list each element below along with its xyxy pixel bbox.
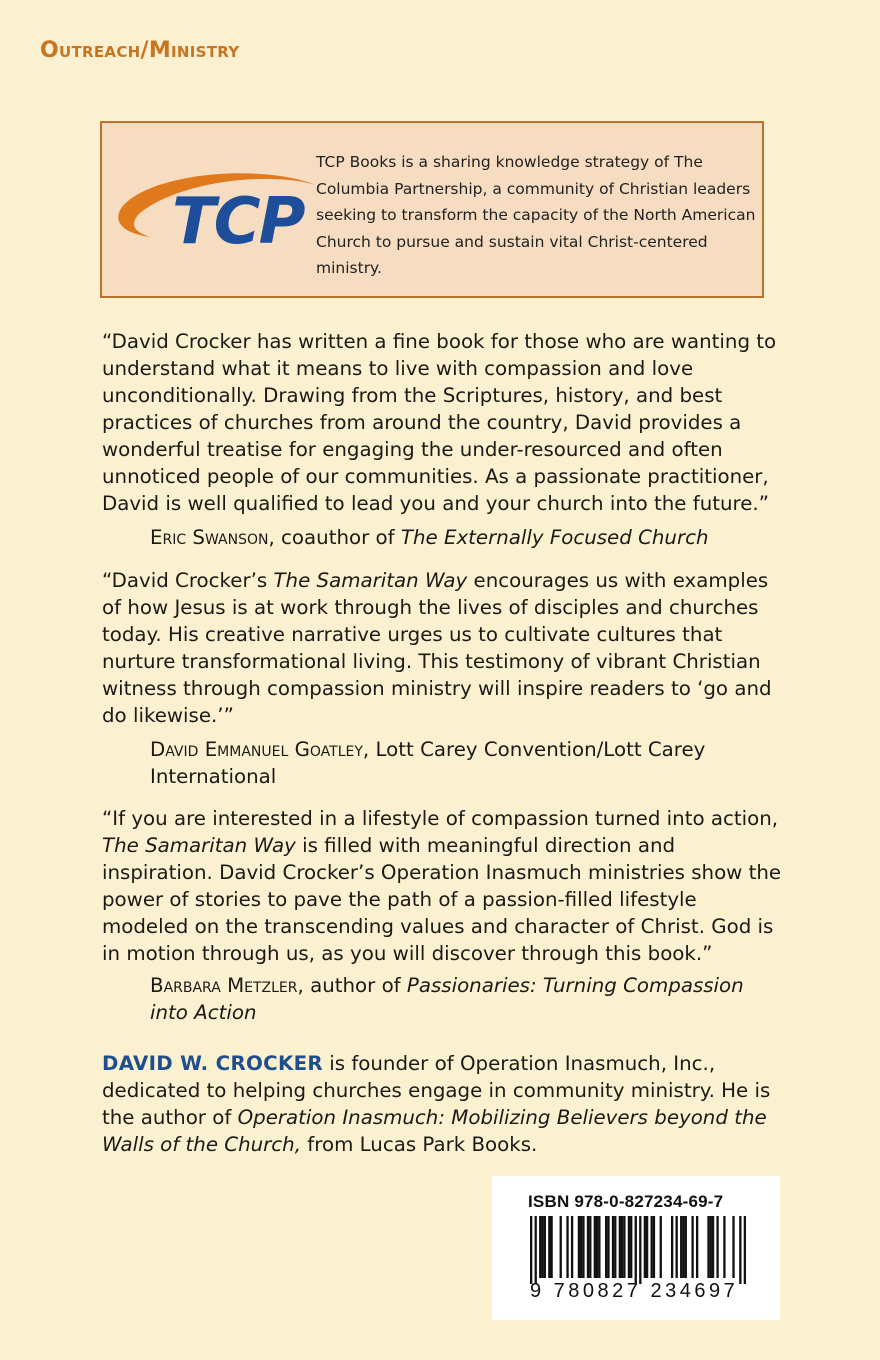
barcode-bar: [580, 1216, 582, 1278]
barcode-bar: [566, 1216, 568, 1278]
barcode-bar: [639, 1216, 641, 1284]
barcode-bar: [744, 1216, 746, 1284]
barcode-bar: [560, 1216, 562, 1278]
barcode-bar: [544, 1216, 546, 1278]
barcode-bar: [676, 1216, 678, 1278]
barcode-bar: [635, 1216, 637, 1284]
tcp-logo-text: TCP: [172, 185, 304, 257]
barcode-bar: [587, 1216, 589, 1278]
barcode-bar: [594, 1216, 596, 1278]
author-book-title: Operation Inasmuch: Mobilizing Believers beyond the Walls of the Church,: [102, 1106, 767, 1156]
barcode-bar: [712, 1216, 714, 1278]
barcode-bar: [691, 1216, 693, 1278]
barcode-bar: [696, 1216, 698, 1278]
barcode-bar: [614, 1216, 616, 1278]
category-label: Outreach/Ministry: [40, 38, 240, 63]
barcode-bar: [710, 1216, 712, 1278]
endorser-work: Passionaries: Turning Compassion into Action: [150, 974, 744, 1024]
barcode-bar: [598, 1216, 600, 1278]
barcode-bar: [651, 1216, 653, 1278]
barcode-bar: [630, 1216, 632, 1278]
endorser-role: , coauthor of: [268, 526, 401, 549]
barcode-bar: [607, 1216, 609, 1278]
barcode-bar: [680, 1216, 682, 1278]
author-name: DAVID W. CROCKER: [102, 1052, 323, 1075]
endorser-name: David Emmanuel Goatley: [150, 738, 363, 761]
endorser-work: The Externally Focused Church: [400, 526, 709, 549]
barcode-bar: [589, 1216, 591, 1278]
barcode-bar: [541, 1216, 543, 1278]
tcp-info-box: [100, 121, 764, 298]
barcode-bar: [578, 1216, 580, 1278]
isbn-barcode-box: [492, 1176, 780, 1320]
barcode-bar: [671, 1216, 673, 1278]
author-bio: DAVID W. CROCKER is founder of Operation Inasmuch, Inc., dedicated to helping churches engage in community ministry. He is the author of Operation Inasmuch: Mobilizing Believers beyond the Walls of the Church, from Lucas Park Books.: [102, 1052, 771, 1156]
endorser-name: Eric Swanson: [150, 526, 269, 549]
barcode-bar: [628, 1216, 630, 1278]
book-title: The Samaritan Way: [273, 569, 468, 592]
endorser-name: Barbara Metzler: [150, 974, 298, 997]
endorser-role: , Lott Carey Convention/Lott Carey International: [150, 738, 706, 788]
isbn-label: ISBN 978-0-827234-69-7: [528, 1192, 724, 1211]
barcode-bar: [605, 1216, 607, 1278]
barcode-bar: [571, 1216, 573, 1278]
barcode-bar: [653, 1216, 655, 1278]
barcode-bar: [621, 1216, 623, 1278]
barcode-bar: [550, 1216, 552, 1278]
endorsement-attribution: [150, 524, 770, 551]
barcode-bar: [530, 1216, 532, 1284]
endorsement-attribution: [150, 736, 770, 790]
barcode-bar: [682, 1216, 684, 1278]
barcode-bar: [548, 1216, 550, 1278]
barcode-bar: [646, 1216, 648, 1278]
endorsement-quote: “If you are interested in a lifestyle of compassion turned into action, The Samaritan Way is filled with meaningful direction and inspiration. David Crocker’s Operation Inasmuch ministries show the power of stories to pave the path of a passion-filled lifestyle modeled on the transcending values and character of Christ. God is in motion through us, as you will discover through this book.”: [102, 807, 782, 965]
endorsement-quote: “David Crocker has written a fine book for those who are wanting to understand what it means to live with compassion and love unconditionally. Drawing from the Scriptures, history, and best practices of churches from around the country, David provides a wonderful treatise for engaging the under-resourced and often unnoticed people of our communities. As a passionate practitioner, David is well qualified to lead you and your church into the future.”: [102, 330, 777, 515]
barcode-bar: [716, 1216, 718, 1278]
barcode-bar: [582, 1216, 584, 1278]
tcp-description: TCP Books is a sharing knowledge strategy of The Columbia Partnership, a community of Christian leaders seeking to transform the capacity of the North American Church to pursue and sustain vital Christ-centered ministry.: [316, 153, 756, 277]
barcode-bar: [739, 1216, 741, 1284]
barcode-bar: [723, 1216, 725, 1278]
endorser-role: , author of: [297, 974, 407, 997]
book-title: The Samaritan Way: [102, 834, 296, 857]
barcode-bar: [623, 1216, 625, 1278]
tcp-logo: [110, 167, 320, 257]
barcode-bar: [619, 1216, 621, 1278]
barcode-bar: [644, 1216, 646, 1278]
endorsement-attribution: [150, 972, 770, 1026]
barcode-bar: [612, 1216, 614, 1278]
barcode-bar: [596, 1216, 598, 1278]
endorsement-quote: “David Crocker’s The Samaritan Way encourages us with examples of how Jesus is at work through the lives of disciples and churches today. His creative narrative urges us to cultivate cultures that nurture transformational living. This testimony of vibrant Christian witness through compassion ministry will inspire readers to ‘go and do likewise.’”: [102, 569, 772, 727]
barcode-graphic: [530, 1216, 746, 1284]
barcode-bar: [707, 1216, 709, 1278]
barcode-bar: [660, 1216, 662, 1278]
barcode-bar: [535, 1216, 537, 1284]
barcode-bar: [685, 1216, 687, 1278]
barcode-digits: 9 780827 234697: [530, 1280, 739, 1302]
barcode-bar: [539, 1216, 541, 1278]
barcode-bar: [732, 1216, 734, 1278]
